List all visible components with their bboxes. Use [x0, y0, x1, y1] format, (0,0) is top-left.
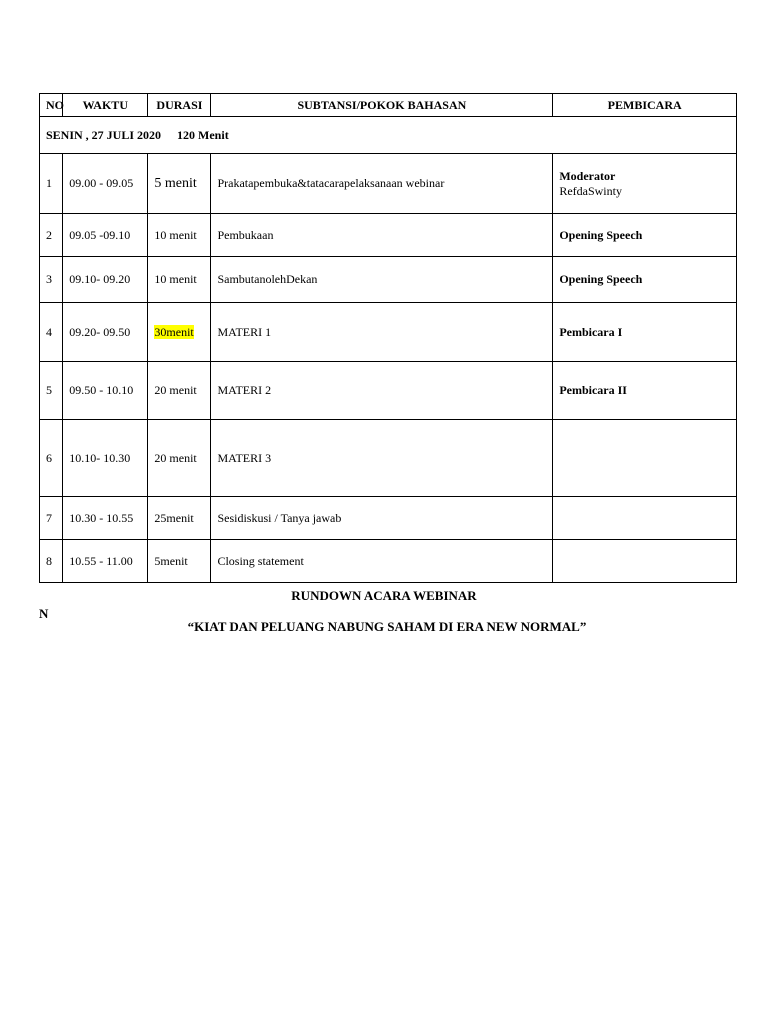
table-row [40, 540, 737, 583]
row-pembicara [553, 154, 737, 214]
header-pembicara: PEMBICARA [553, 94, 737, 117]
row-no: 4 [40, 303, 63, 362]
row-subtansi: MATERI 3 [211, 420, 553, 497]
table-row [40, 420, 737, 497]
header-durasi: DURASI [148, 94, 211, 117]
speaker-name: RefdaSwinty [559, 183, 622, 198]
row-waktu: 09.00 - 09.05 [63, 154, 148, 214]
rundown-table [39, 93, 737, 583]
table-row [40, 303, 737, 362]
row-subtansi: Prakatapembuka&tatacarapelaksanaan webinar [211, 154, 553, 214]
row-durasi: 25menit [148, 497, 211, 540]
table-row [40, 362, 737, 420]
row-durasi: 10 menit [148, 257, 211, 303]
table-row [40, 497, 737, 540]
row-pembicara: Pembicara II [553, 362, 737, 420]
table-header-row [40, 94, 737, 117]
row-pembicara: Pembicara I [553, 303, 737, 362]
row-durasi: 10 menit [148, 214, 211, 257]
day-date: SENIN , 27 JULI 2020 [46, 127, 162, 142]
row-subtansi: Closing statement [211, 540, 553, 583]
row-durasi [148, 303, 211, 362]
row-waktu: 10.30 - 10.55 [63, 497, 148, 540]
row-durasi: 20 menit [148, 420, 211, 497]
row-no: 2 [40, 214, 63, 257]
row-waktu: 10.55 - 11.00 [63, 540, 148, 583]
row-durasi: 5menit [148, 540, 211, 583]
day-cell [40, 117, 737, 154]
speaker-role: Moderator [559, 168, 616, 183]
row-subtansi: Pembukaan [211, 214, 553, 257]
table-row [40, 257, 737, 303]
row-no: 8 [40, 540, 63, 583]
day-row [40, 117, 737, 154]
row-pembicara [553, 540, 737, 583]
document-title: RUNDOWN ACARA WEBINAR [291, 588, 477, 603]
header-no: NO [40, 94, 63, 117]
row-pembicara [553, 497, 737, 540]
row-waktu: 09.20- 09.50 [63, 303, 148, 362]
row-waktu: 09.10- 09.20 [63, 257, 148, 303]
row-pembicara: Opening Speech [553, 214, 737, 257]
row-subtansi: SambutanolehDekan [211, 257, 553, 303]
row-no: 3 [40, 257, 63, 303]
row-no: 1 [40, 154, 63, 214]
row-subtansi: MATERI 2 [211, 362, 553, 420]
row-durasi: 5 menit [148, 154, 211, 214]
row-durasi: 20 menit [148, 362, 211, 420]
row-subtansi: MATERI 1 [211, 303, 553, 362]
highlighted-duration: 30menit [154, 324, 194, 339]
header-waktu: WAKTU [63, 94, 148, 117]
row-pembicara [553, 420, 737, 497]
stray-marker: N [39, 606, 49, 621]
row-waktu: 09.50 - 10.10 [63, 362, 148, 420]
row-pembicara: Opening Speech [553, 257, 737, 303]
row-subtansi: Sesidiskusi / Tanya jawab [211, 497, 553, 540]
row-no: 7 [40, 497, 63, 540]
table-row [40, 154, 737, 214]
row-waktu: 10.10- 10.30 [63, 420, 148, 497]
table-row [40, 214, 737, 257]
row-no: 5 [40, 362, 63, 420]
row-waktu: 09.05 -09.10 [63, 214, 148, 257]
header-subtansi: SUBTANSI/POKOK BAHASAN [211, 94, 553, 117]
document-subtitle: “KIAT DAN PELUANG NABUNG SAHAM DI ERA NEW NORMAL” [187, 619, 587, 634]
day-total-duration: 120 Menit [177, 127, 229, 142]
row-no: 6 [40, 420, 63, 497]
